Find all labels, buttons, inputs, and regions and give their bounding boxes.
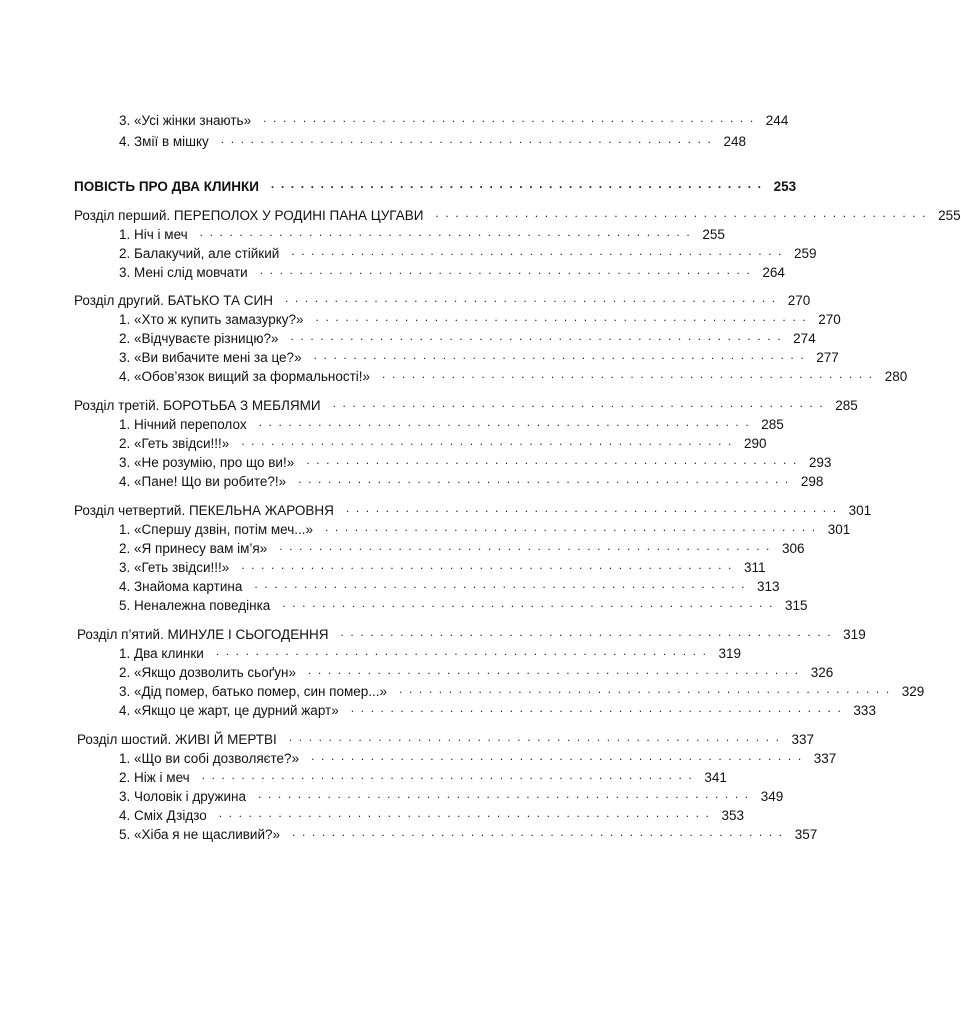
dot-leader: .................................................. — [270, 177, 768, 191]
toc-entry — [119, 700, 876, 720]
toc-entry — [119, 681, 925, 701]
toc-entry-page: 315 — [785, 597, 808, 613]
toc-entry-page: 313 — [757, 578, 780, 594]
toc-entry-title: 1. Ніч і меч — [119, 226, 188, 242]
toc-entry — [119, 328, 816, 348]
toc-entry-page: 329 — [901, 683, 925, 699]
toc-chapter — [74, 395, 858, 415]
toc-entry-page: 274 — [793, 330, 816, 346]
toc-entry — [119, 347, 839, 367]
dot-leader: .................................................. — [199, 225, 697, 239]
toc-entry — [119, 243, 817, 263]
toc-entry — [119, 452, 832, 472]
toc-part-page: 253 — [773, 178, 797, 194]
dot-leader: .................................................. — [298, 472, 795, 486]
dot-leader: .................................................. — [306, 453, 803, 467]
toc-entry-title: 4. «Обов’язок вищий за формальності!» — [119, 368, 371, 384]
dot-leader: .................................................. — [288, 730, 786, 744]
dot-leader: .................................................. — [254, 577, 752, 591]
toc-chapter-page: 319 — [843, 626, 866, 642]
toc-entry — [119, 748, 837, 768]
toc-entry-page: 264 — [762, 264, 785, 280]
toc-entry-page: 353 — [721, 807, 744, 823]
toc-entry — [119, 131, 747, 151]
dot-leader: .................................................. — [259, 263, 757, 277]
dot-leader: .................................................. — [340, 625, 838, 639]
toc-chapter — [74, 205, 961, 225]
dot-leader: .................................................. — [241, 434, 738, 448]
toc-chapter-page: 285 — [835, 397, 858, 413]
dot-leader: .................................................. — [382, 367, 879, 381]
toc-chapter-page: 270 — [787, 292, 811, 308]
toc-entry-page: 311 — [743, 559, 766, 575]
dot-leader: .................................................. — [307, 663, 805, 677]
dot-leader: .................................................. — [291, 244, 788, 258]
dot-leader: .................................................. — [258, 415, 756, 429]
dot-leader: .................................................. — [311, 749, 808, 763]
toc-entry-title: 3. Мені слід мовчати — [119, 264, 248, 280]
toc-entry-page: 301 — [827, 521, 851, 537]
toc-entry-title: 1. Два клинки — [119, 645, 204, 661]
dot-leader: .................................................. — [285, 291, 782, 305]
dot-leader: .................................................. — [201, 768, 699, 782]
toc-entry — [119, 433, 767, 453]
toc-entry-page: 306 — [781, 540, 805, 556]
toc-entry-title: 5. Неналежна поведінка — [119, 597, 271, 613]
toc-entry-title: 4. «Якщо це жарт, це дурний жарт» — [119, 702, 339, 718]
toc-chapter-title: Розділ перший. ПЕРЕПОЛОХ У РОДИНІ ПАНА ЦУГАВИ — [74, 207, 424, 223]
toc-entry — [119, 557, 766, 577]
toc-entry-page: 290 — [743, 435, 767, 451]
toc-entry — [119, 414, 784, 434]
toc-part-heading — [74, 176, 797, 196]
toc-entry-title: 5. «Хіба я не щасливий?» — [119, 826, 281, 842]
dot-leader: .................................................. — [292, 825, 789, 839]
toc-chapter — [74, 290, 811, 310]
toc-entry-title: 2. «Якщо дозволить сьоґун» — [119, 664, 296, 680]
dot-leader: .................................................. — [282, 596, 780, 610]
toc-entry-title: 4. Сміх Дзідзо — [119, 807, 207, 823]
toc-entry-page: 319 — [718, 645, 742, 661]
toc-chapter-title: Розділ четвертий. ПЕКЕЛЬНА ЖАРОВНЯ — [74, 502, 334, 518]
toc-entry-title: 2. «Відчуваєте різницю?» — [119, 330, 279, 346]
toc-entry — [119, 767, 727, 787]
toc-entry-page: 285 — [761, 416, 784, 432]
dot-leader: .................................................. — [345, 501, 843, 515]
toc-entry — [119, 519, 851, 539]
toc-entry — [119, 224, 725, 244]
dot-leader: .................................................. — [279, 539, 776, 553]
toc-entry — [119, 805, 744, 825]
toc-entry-page: 298 — [800, 473, 824, 489]
toc-entry-title: 2. «Я принесу вам ім’я» — [119, 540, 268, 556]
toc-entry — [119, 576, 780, 596]
toc-entry-title: 4. «Пане! Що ви робите?!» — [119, 473, 287, 489]
toc-entry-page: 259 — [794, 245, 817, 261]
toc-entry — [119, 471, 824, 491]
toc-entry-page: 270 — [818, 311, 841, 327]
toc-entry-title: 2. Ніж і меч — [119, 769, 190, 785]
toc-chapter-title: Розділ п’ятий. МИНУЛЕ І СЬОГОДЕННЯ — [77, 626, 329, 642]
toc-entry — [119, 538, 805, 558]
toc-entry-page: 293 — [808, 454, 832, 470]
toc-entry — [119, 366, 908, 386]
dot-leader: .................................................. — [215, 644, 713, 658]
dot-leader: .................................................. — [325, 520, 822, 534]
toc-entry-title: 2. «Геть звідси!!!» — [119, 435, 230, 451]
toc-chapter-page: 337 — [791, 731, 815, 747]
toc-entry-title: 1. «Хто ж купить замазурку?» — [119, 311, 304, 327]
dot-leader: .................................................. — [435, 206, 933, 220]
toc-entry-page: 326 — [810, 664, 834, 680]
dot-leader: .................................................. — [290, 329, 788, 343]
toc-entry-title: 4. Змії в мішку — [119, 133, 209, 149]
toc-entry-title: 3. «Не розумію, про що ви!» — [119, 454, 295, 470]
toc-entry — [119, 643, 742, 663]
toc-entry-page: 244 — [765, 112, 789, 128]
toc-entry — [119, 595, 808, 615]
toc-chapter-page: 255 — [938, 207, 961, 223]
dot-leader: .................................................. — [350, 701, 848, 715]
toc-entry-title: 1. «Спершу дзвін, потім меч...» — [119, 521, 313, 537]
toc-entry-page: 255 — [702, 226, 725, 242]
toc-part-title: ПОВІСТЬ ПРО ДВА КЛИНКИ — [74, 178, 259, 194]
toc-entry-page: 248 — [723, 133, 747, 149]
toc-entry-page: 337 — [813, 750, 837, 766]
toc-entry-title: 3. «Дід помер, батько помер, син помер...» — [119, 683, 388, 699]
toc-entry-title: 3. «Геть звідси!!!» — [119, 559, 230, 575]
toc-entry-page: 333 — [853, 702, 876, 718]
toc-chapter — [77, 624, 866, 644]
toc-entry-page: 280 — [884, 368, 908, 384]
dot-leader: .................................................. — [399, 682, 896, 696]
toc-entry-title: 1. «Що ви собі дозволяєте?» — [119, 750, 300, 766]
toc-chapter-title: Розділ шостий. ЖИВІ Й МЕРТВІ — [77, 731, 277, 747]
toc-entry — [119, 309, 841, 329]
toc-entry — [119, 662, 834, 682]
toc-entry-page: 341 — [704, 769, 727, 785]
toc-entry-title: 1. Нічний переполох — [119, 416, 247, 432]
dot-leader: .................................................. — [218, 806, 716, 820]
dot-leader: .................................................. — [258, 787, 755, 801]
toc-entry-page: 277 — [816, 349, 839, 365]
dot-leader: .................................................. — [315, 310, 813, 324]
toc-entry-title: 3. «Усі жінки знають» — [119, 112, 252, 128]
toc-chapter-title: Розділ другий. БАТЬКО ТА СИН — [74, 292, 273, 308]
dot-leader: .................................................. — [220, 132, 718, 146]
toc-entry-title: 3. Чоловік і дружина — [119, 788, 247, 804]
toc-entry-title: 3. «Ви вибачите мені за це?» — [119, 349, 302, 365]
dot-leader: .................................................. — [241, 558, 738, 572]
toc-entry-title: 4. Знайома картина — [119, 578, 243, 594]
toc-chapter-title: Розділ третій. БОРОТЬБА З МЕБЛЯМИ — [74, 397, 321, 413]
toc-chapter-page: 301 — [848, 502, 872, 518]
toc-chapter — [77, 729, 815, 749]
toc-entry-page: 357 — [794, 826, 818, 842]
toc-chapter — [74, 500, 872, 520]
toc-entry — [119, 110, 789, 130]
toc-entry — [119, 786, 784, 806]
toc-entry-title: 2. Балакучий, але стійкий — [119, 245, 280, 261]
dot-leader: .................................................. — [332, 396, 830, 410]
dot-leader: .................................................. — [263, 111, 760, 125]
dot-leader: .................................................. — [313, 348, 811, 362]
toc-entry — [119, 824, 818, 844]
toc-entry — [119, 262, 785, 282]
toc-entry-page: 349 — [760, 788, 784, 804]
